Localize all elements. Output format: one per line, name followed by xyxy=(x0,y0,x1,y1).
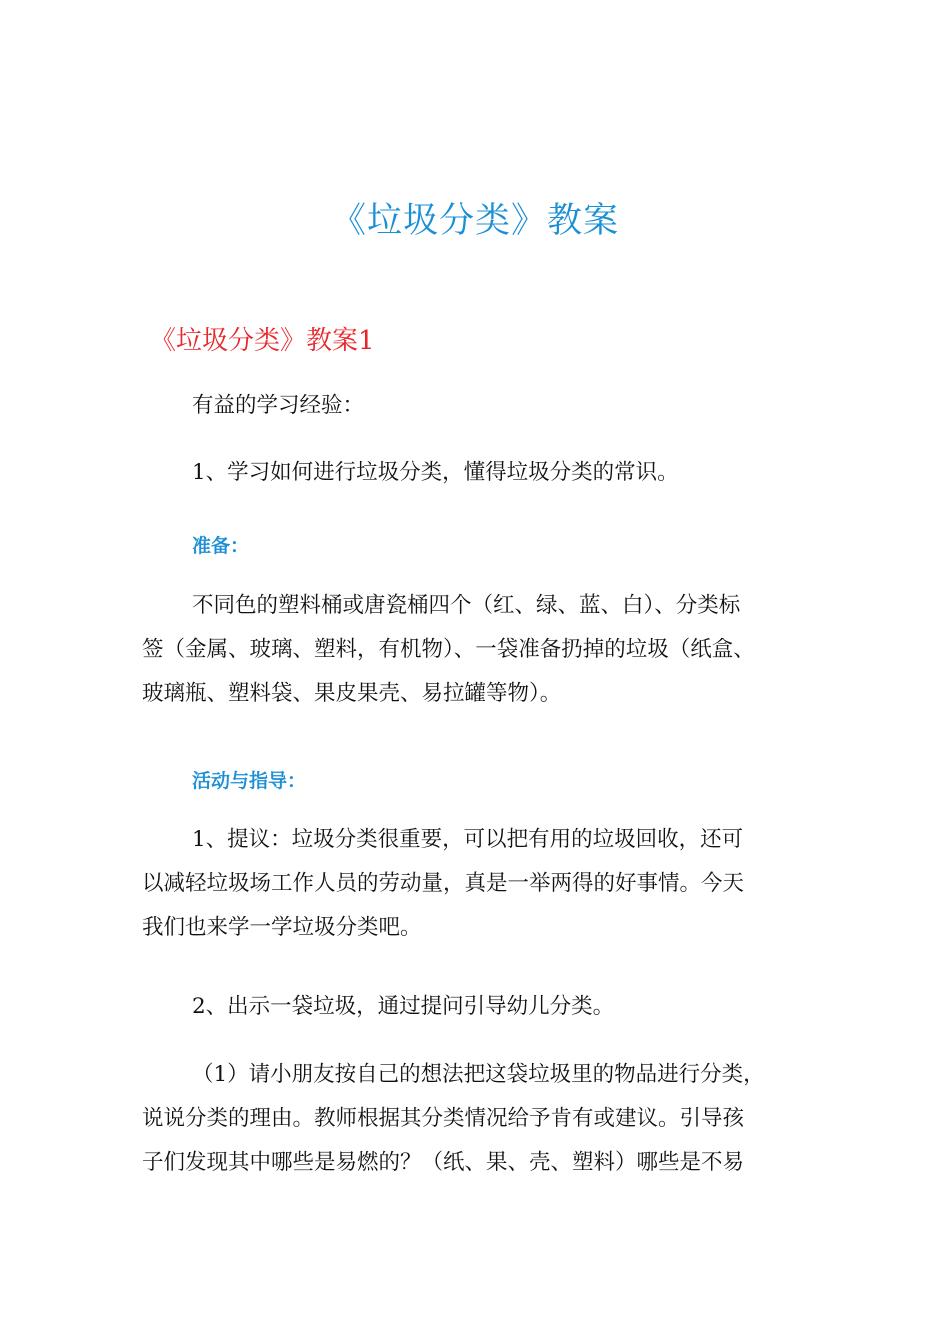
activity-2-sub-line: 子们发现其中哪些是易燃的？（纸、果、壳、塑料）哪些是不易 xyxy=(142,1150,745,1175)
prep-heading: 准备： xyxy=(192,535,250,557)
activity-2-paragraph xyxy=(142,985,810,1029)
prep-line: 玻璃瓶、塑料袋、果皮果壳、易拉罐等物）。 xyxy=(142,681,562,706)
section-heading: 《垃圾分类》教案1 xyxy=(150,326,375,356)
activity-1-paragraph xyxy=(142,818,810,950)
document-title: 《垃圾分类》教案 xyxy=(330,201,619,241)
prep-paragraph xyxy=(142,584,810,716)
activity-2-sub-paragraph xyxy=(142,1053,810,1185)
experience-heading xyxy=(142,384,810,428)
activity-1-line: 1、提议：垃圾分类很重要，可以把有用的垃圾回收，还可 xyxy=(192,827,744,852)
activity-heading: 活动与指导： xyxy=(192,770,307,792)
activity-2-text: 2、出示一袋垃圾，通过提问引导幼儿分类。 xyxy=(192,994,615,1019)
activity-1-line: 以减轻垃圾场工作人员的劳动量，真是一举两得的好事情。今天 xyxy=(142,871,745,896)
activity-1-line: 我们也来学一学垃圾分类吧。 xyxy=(142,915,422,940)
prep-line: 不同色的塑料桶或唐瓷桶四个（红、绿、蓝、白）、分类标 xyxy=(192,593,741,618)
experience-item-1 xyxy=(142,451,810,495)
experience-heading-text: 有益的学习经验： xyxy=(192,393,365,418)
prep-line: 签（金属、玻璃、塑料，有机物）、一袋准备扔掉的垃圾（纸盒、 xyxy=(142,637,755,662)
experience-item-1-text: 1、学习如何进行垃圾分类，懂得垃圾分类的常识。 xyxy=(192,460,679,485)
activity-2-sub-line: （1）请小朋友按自己的想法把这袋垃圾里的物品进行分类， xyxy=(192,1062,765,1087)
activity-2-sub-line: 说说分类的理由。教师根据其分类情况给予肯有或建议。引导孩 xyxy=(142,1106,745,1131)
